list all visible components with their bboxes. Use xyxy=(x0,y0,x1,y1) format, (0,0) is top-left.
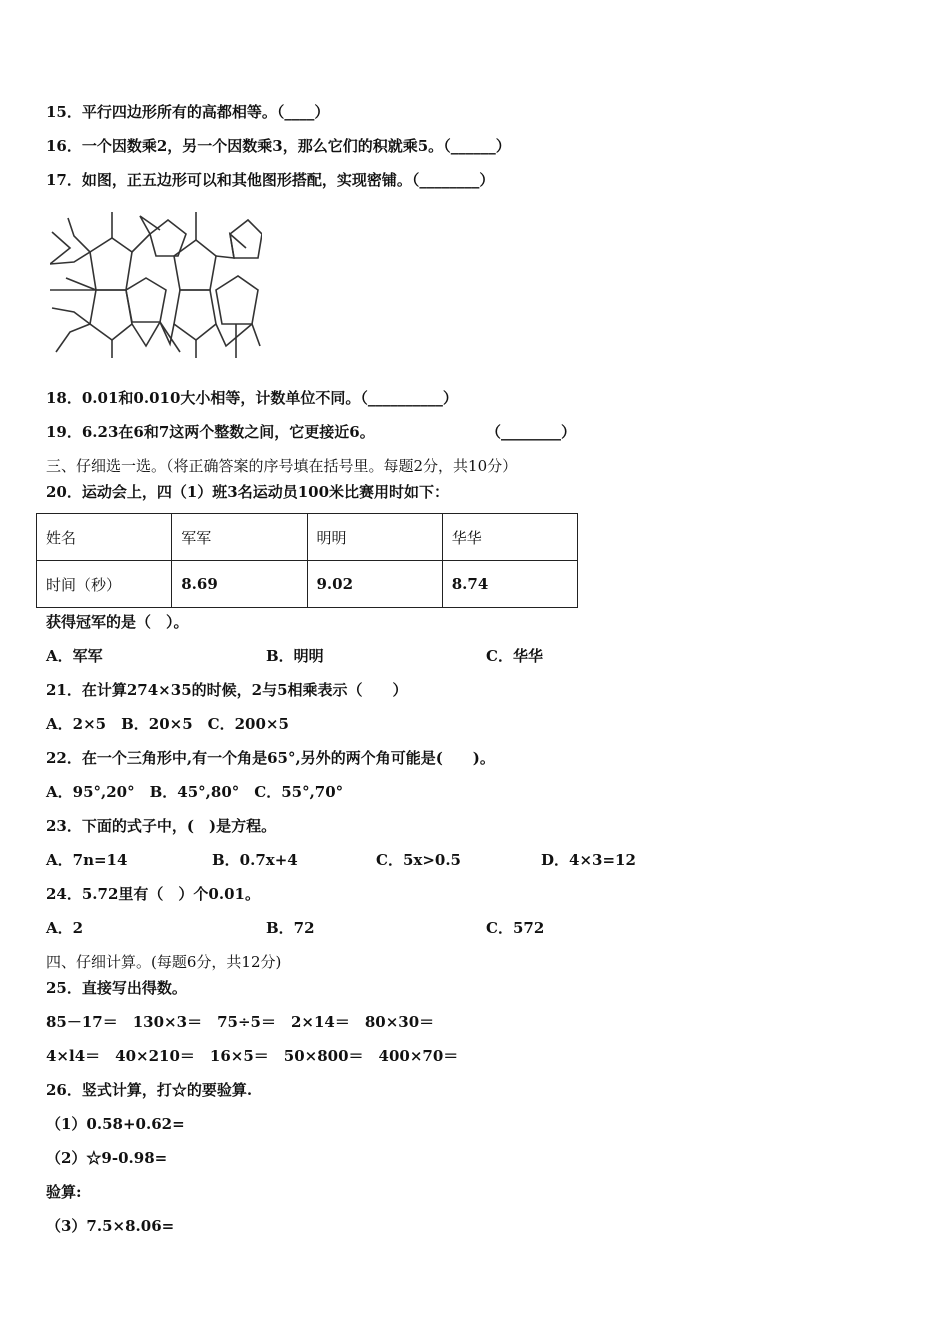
table-cell: 明明 xyxy=(307,514,442,561)
table-cell: 8.74 xyxy=(442,561,577,608)
option-b: B．72 xyxy=(266,919,315,937)
option-c: C．5x>0.5 xyxy=(376,851,461,869)
table-cell: 华华 xyxy=(442,514,577,561)
star-shape xyxy=(216,324,260,346)
question-18: 18．0.01和0.010大小相等，计数单位不同。（__________） xyxy=(46,389,458,407)
star-shape xyxy=(52,308,90,352)
option-a: A．7n=14 xyxy=(46,851,128,869)
table-cell: 军军 xyxy=(172,514,307,561)
question-26-part-2: （2）☆9-0.98= xyxy=(46,1149,168,1167)
question-25-row-2: 4×l4＝ 40×210＝ 16×5＝ 50×800＝ 400×70＝ xyxy=(46,1047,459,1065)
pentagon-shape xyxy=(90,290,132,340)
option-c: C．华华 xyxy=(486,647,543,665)
option-b: B．0.7x+4 xyxy=(212,851,298,869)
pentagon-shape xyxy=(90,238,132,290)
question-16: 16．一个因数乘2，另一个因数乘3，那么它们的积就乘5。（______） xyxy=(46,137,511,155)
section-4-heading: 四、仔细计算。(每题6分，共12分) xyxy=(46,953,282,971)
question-20-prompt: 获得冠军的是（ ）。 xyxy=(46,613,189,631)
option-a: A．军军 xyxy=(46,647,103,665)
table-cell: 姓名 xyxy=(37,514,172,561)
option-a: A．2 xyxy=(46,919,84,937)
question-25: 25．直接写出得数。 xyxy=(46,979,187,997)
question-19: 19．6.23在6和7这两个整数之间，它更接近6。 xyxy=(46,423,375,441)
star-shape xyxy=(132,216,160,252)
pentagon-shape xyxy=(216,276,258,324)
star-shape xyxy=(216,234,246,258)
question-24: 24．5.72里有（ ）个0.01。 xyxy=(46,885,260,903)
question-15: 15．平行四边形所有的高都相等。（____） xyxy=(46,103,330,121)
option-b: B．明明 xyxy=(266,647,324,665)
star-shape xyxy=(50,218,90,264)
question-26-part-1: （1）0.58+0.62= xyxy=(46,1115,185,1133)
pentagon-shape xyxy=(126,278,166,322)
question-22-options: A．95°,20° B．45°,80° C．55°,70° xyxy=(46,783,344,801)
table-header-row xyxy=(37,514,578,561)
question-26-part-3: （3）7.5×8.06= xyxy=(46,1217,175,1235)
table-cell: 时间（秒） xyxy=(37,561,172,608)
question-22: 22．在一个三角形中,有一个角是65°,另外的两个角可能是( )。 xyxy=(46,749,495,767)
question-19-blank: （________） xyxy=(486,423,577,441)
option-c: C．572 xyxy=(486,919,545,937)
table-row xyxy=(37,561,578,608)
verify-label: 验算: xyxy=(46,1183,82,1201)
table-cell: 8.69 xyxy=(172,561,307,608)
question-21: 21．在计算274×35的时候，2与5相乘表示（ ） xyxy=(46,681,408,699)
pentagon-shape xyxy=(174,290,216,340)
question-23: 23．下面的式子中，( )是方程。 xyxy=(46,817,277,835)
question-17: 17．如图，正五边形可以和其他图形搭配，实现密铺。（________） xyxy=(46,171,495,189)
table-cell: 9.02 xyxy=(307,561,442,608)
question-21-options: A．2×5 B．20×5 C．200×5 xyxy=(46,715,289,733)
race-times-table xyxy=(36,513,578,608)
question-26: 26．竖式计算，打☆的要验算. xyxy=(46,1081,253,1099)
section-3-heading: 三、仔细选一选。（将正确答案的序号填在括号里。每题2分，共10分） xyxy=(46,457,518,475)
question-20: 20．运动会上，四（1）班3名运动员100米比赛用时如下： xyxy=(46,483,450,501)
question-25-row-1: 85－17＝ 130×3＝ 75÷5＝ 2×14＝ 80×30＝ xyxy=(46,1013,435,1031)
pentagon-tessellation-figure xyxy=(50,212,262,358)
option-d: D．4×3=12 xyxy=(541,851,636,869)
